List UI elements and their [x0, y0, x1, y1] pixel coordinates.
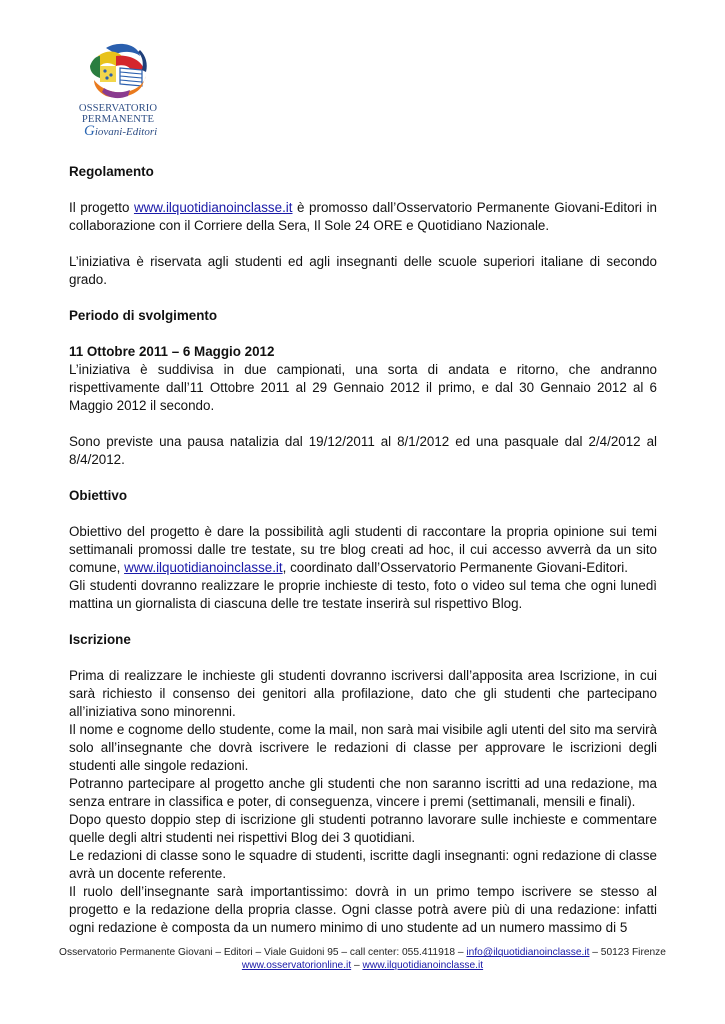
paragraph-iscrizione-3: Potranno partecipare al progetto anche gli studenti che non saranno iscritti ad una redazione, ma senza entrare in classifica e poter, di conseguenza, vincere i premi (settimanali, mensili e finali). — [69, 776, 657, 809]
page-footer — [40, 946, 685, 972]
footer-link-ilquotidiano[interactable]: www.ilquotidianoinclasse.it — [362, 960, 484, 971]
heading-iscrizione: Iscrizione — [69, 632, 131, 647]
paragraph-pause: Sono previste una pausa natalizia dal 19/12/2011 al 8/1/2012 ed una pasquale dal 2/4/2012 al 8/4/2012. — [69, 434, 657, 467]
paragraph-iscrizione-4: Dopo questo doppio step di iscrizione gli studenti potranno lavorare sulle inchieste e commentare quelle degli altri studenti nei rispettivi Blog dei 3 quotidiani. — [69, 812, 657, 845]
osservatorio-logo — [76, 42, 160, 142]
document-body — [69, 163, 657, 937]
heading-regolamento: Regolamento — [69, 164, 154, 179]
footer-address: Osservatorio Permanente Giovani – Editori – Viale Guidoni 95 – call center: 055.411918 – — [59, 947, 467, 958]
heading-obiettivo: Obiettivo — [69, 488, 128, 503]
paragraph-inchieste: Gli studenti dovranno realizzare le proprie inchieste di testo, foto o video sul tema che ogni lunedì mattina un giornalista di ciascuna delle tre testate inserirà sul rispettivo Blog. — [69, 578, 657, 611]
logo-emblem-icon — [76, 42, 160, 102]
paragraph-obiettivo — [69, 523, 657, 577]
paragraph-iscrizione-5: Le redazioni di classe sono le squadre di studenti, iscritte dagli insegnanti: ogni redazione di classe avrà un docente referente. — [69, 848, 657, 881]
paragraph-intro — [69, 199, 657, 235]
footer-city: – 50123 Firenze — [589, 947, 666, 958]
text-run: Il progetto — [69, 200, 134, 215]
paragraph-iscrizione-6: Il ruolo dell’insegnante sarà importantissimo: dovrà in un primo tempo iscrivere se stesso al progetto e la redazione della propria classe. Ogni classe potrà avere più di una redazione: infatti ogni redazione è composta da un numero minimo di uno studente ad un numero massimo di 5 — [69, 884, 657, 935]
logo-line-3-rest: iovani-Editori — [94, 126, 158, 138]
heading-dates: 11 Ottobre 2011 – 6 Maggio 2012 — [69, 344, 275, 359]
text-run: , coordinato dall’Osservatorio Permanente Giovani-Editori. — [282, 560, 628, 575]
footer-link-osservatorio[interactable]: www.osservatorionline.it — [241, 960, 352, 971]
footer-email-link[interactable]: info@ilquotidianoinclasse.it — [466, 947, 590, 958]
logo-line-3 — [84, 125, 160, 138]
paragraph-target: L’iniziativa è riservata agli studenti ed agli insegnanti delle scuole superiori italiane di secondo grado. — [69, 254, 657, 287]
link-ilquotidianoinclasse-2[interactable]: www.ilquotidianoinclasse.it — [124, 560, 283, 575]
text-run: Obiettivo del progetto è dare la possibilità agli studenti di raccontare la propria opinione sui temi settimanali promossi dalle tre testate, su tre blog creati ad hoc, il cui accesso avverrà da un sito comune, — [69, 524, 657, 575]
paragraph-iscrizione-1: Prima di realizzare le inchieste gli studenti dovranno iscriversi dall’apposita area Iscrizione, in cui sarà richiesto il consenso dei genitori alla profilazione, dato che gli studenti che partecipano all’iniziativa sono minorenni. — [69, 668, 657, 719]
paragraph-iscrizione-2: Il nome e cognome dello studente, come la mail, non sarà mai visibile agli utenti del sito ma servirà solo all’insegnante che dovrà iscrivere le redazioni di classe per approvare le iscrizioni degli studenti alle singole redazioni. — [69, 722, 657, 773]
text-run: è promosso dall’Osservatorio Permanente Giovani-Editori in collaborazione con il Corriere della Sera, Il Sole 24 ORE e Quotidiano Nazionale. — [69, 200, 657, 233]
footer-line-1 — [40, 946, 685, 959]
link-ilquotidianoinclasse[interactable]: www.ilquotidianoinclasse.it — [133, 200, 293, 215]
logo-line-1: OSSERVATORIO — [78, 103, 158, 114]
paragraph-campionati: L’iniziativa è suddivisa in due campionati, una sorta di andata e ritorno, che andranno rispettivamente dall’11 Ottobre 2011 al 29 Gennaio 2012 il primo, e dal 30 Gennaio 2012 al 6 Maggio 2012 il secondo. — [69, 362, 657, 413]
heading-periodo: Periodo di svolgimento — [69, 308, 218, 323]
footer-separator: – — [351, 960, 363, 971]
logo-initial: G — [84, 123, 95, 139]
footer-line-2 — [40, 959, 685, 972]
logo-line-2: PERMANENTE — [81, 114, 155, 125]
